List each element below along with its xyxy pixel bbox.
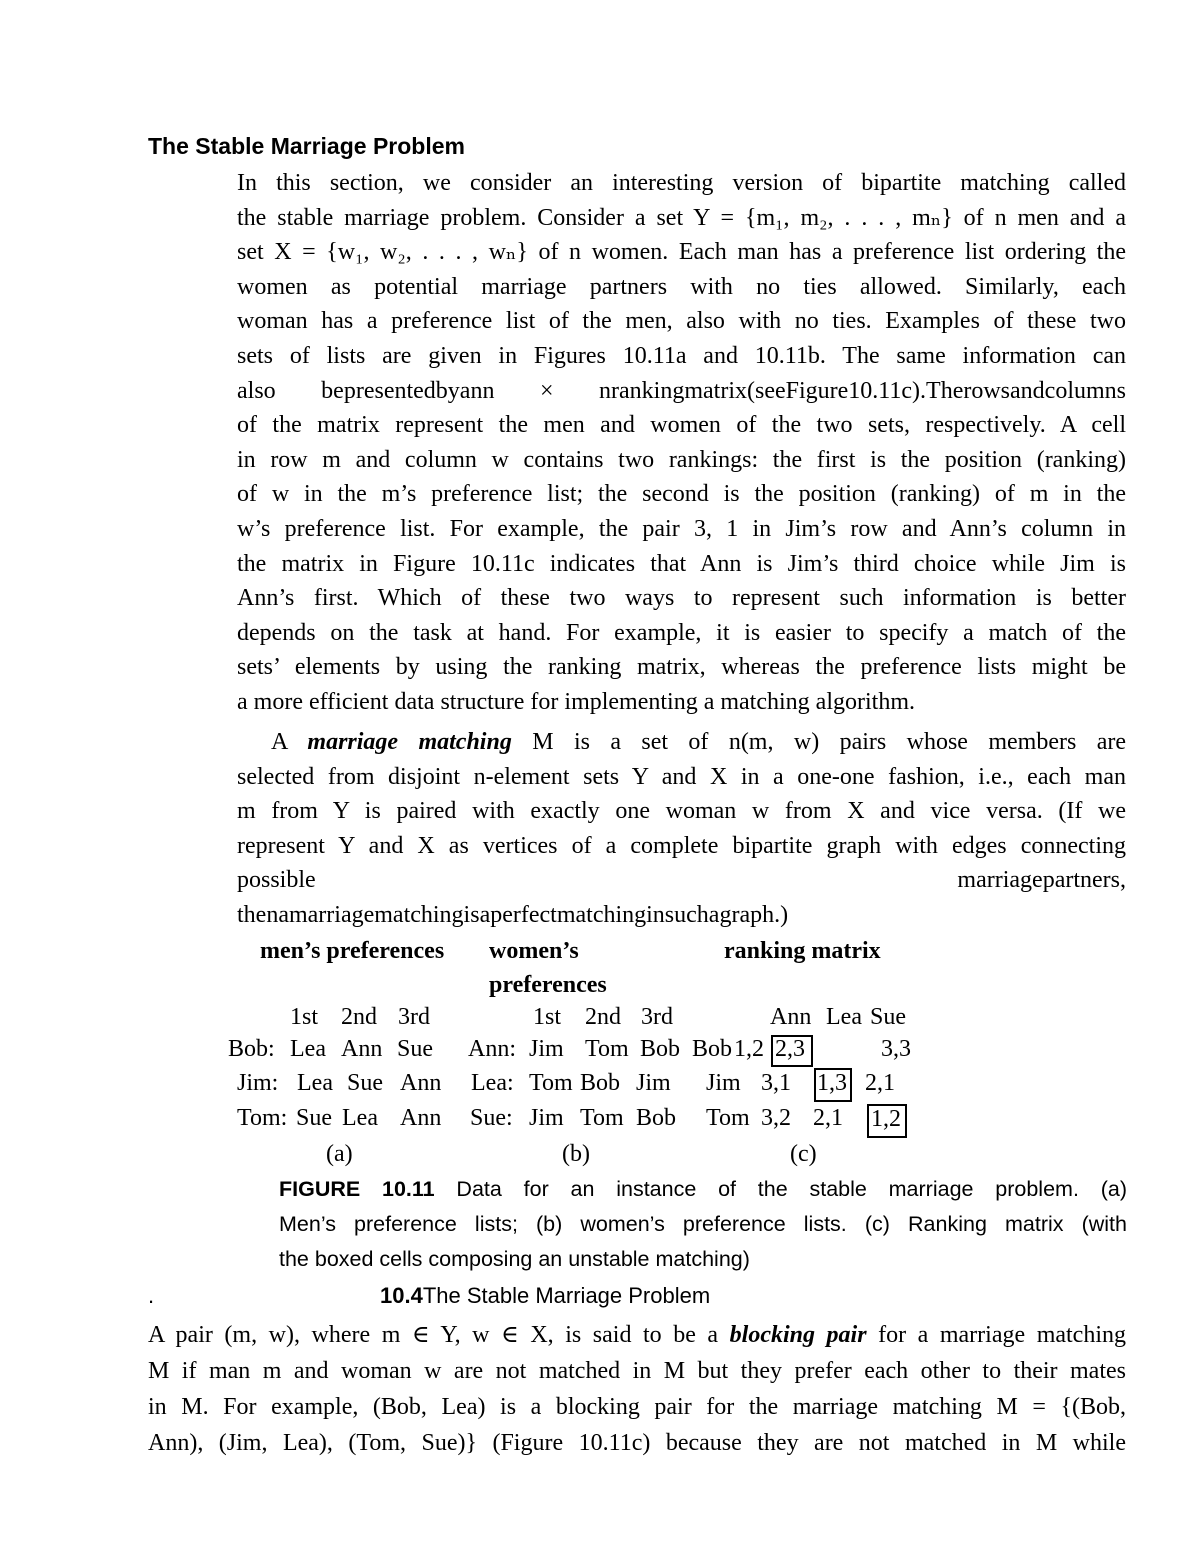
figure-caption — [279, 1172, 1127, 1277]
women-preferences-title-2: preferences — [489, 972, 607, 998]
term-blocking-pair: blocking pair — [729, 1322, 867, 1348]
text-line: m from Y is paired with exactly one woman w from X and vice versa. (If we — [237, 798, 1126, 825]
page-heading: The Stable Marriage Problem — [148, 133, 465, 159]
text-line: the matrix in Figure 10.11c indicates that Ann is Jim’s third choice while Jim is — [237, 550, 1126, 577]
women-pref: Bob — [640, 1036, 681, 1062]
women-rank-header: 3rd — [641, 1004, 673, 1030]
ranking-matrix-title: ranking matrix — [724, 938, 881, 964]
section-title: The Stable Marriage Problem — [422, 1283, 711, 1308]
caption-line: the boxed cells composing an unstable matching) — [279, 1247, 750, 1271]
text-line: sets of lists are given in Figures 10.11a and 10.11b. The same information can — [237, 342, 1126, 369]
text-line: sets’ elements by using the ranking matrix, whereas the preference lists might be — [237, 654, 1126, 681]
section-header — [380, 1283, 710, 1309]
men-pref: Lea — [297, 1070, 333, 1096]
caption-line — [279, 1172, 1127, 1207]
text-line: thenamarriagematchingisaperfectmatchinginsuchagraph.) — [237, 901, 789, 928]
paragraph-marriage-matching — [237, 725, 1126, 933]
men-row-name: Jim: — [237, 1070, 279, 1096]
women-pref: Tom — [585, 1036, 629, 1062]
text-fragment: A pair (m, w), where m ∈ Y, w ∈ X, is said to be a — [148, 1322, 730, 1348]
women-preferences-title: women’s — [489, 938, 579, 964]
text-line: M if man m and woman w are not matched in M but they prefer each other to their mates — [148, 1358, 1126, 1384]
term-marriage-matching: marriage matching — [307, 729, 512, 755]
paragraph-blocking-pair — [148, 1317, 1126, 1461]
section-number: 10.4 — [380, 1283, 423, 1308]
text-line: in row m and column w contains two rankings: the first is the position (ranking) — [237, 446, 1126, 473]
men-pref: Lea — [290, 1036, 326, 1062]
men-row-name: Tom: — [237, 1105, 288, 1131]
text-line: in M. For example, (Bob, Lea) is a blocking pair for the marriage matching M = {(Bob, — [148, 1394, 1126, 1420]
women-pref: Jim — [529, 1036, 564, 1062]
matrix-cell: 3,3 — [881, 1036, 911, 1062]
men-rank-header: 1st — [290, 1004, 319, 1030]
matrix-row-name: Bob — [692, 1036, 733, 1062]
text-line — [148, 1317, 1126, 1353]
matrix-cell: 3,2 — [761, 1105, 791, 1131]
text-line: also bepresentedbyann × nrankingmatrix(seeFigure10.11c).Therowsandcolumns — [237, 377, 1126, 404]
text-fragment: A — [271, 729, 308, 755]
men-pref: Sue — [397, 1036, 433, 1062]
text-line: depends on the task at hand. For example, it is easier to specify a match of the — [237, 619, 1126, 646]
matrix-cell: 1,2 — [871, 1106, 901, 1132]
matrix-cell: 2,1 — [865, 1070, 895, 1096]
men-pref: Sue — [347, 1070, 383, 1096]
women-rank-header: 2nd — [585, 1004, 621, 1030]
men-row-name: Bob: — [228, 1036, 275, 1062]
men-rank-header: 2nd — [341, 1004, 377, 1030]
text-line: set X = {w₁, w₂, . . . , wₙ} of n women. Each man has a preference list ordering the — [237, 239, 1126, 266]
matrix-cell: 2,1 — [813, 1105, 843, 1131]
men-pref: Sue — [296, 1105, 332, 1131]
text-line: a more efficient data structure for implementing a matching algorithm. — [237, 688, 915, 715]
matrix-row-name: Jim — [706, 1070, 741, 1096]
women-pref: Tom — [580, 1105, 624, 1131]
caption-figure-number: FIGURE 10.11 — [279, 1177, 435, 1201]
text-line: of w in the m’s preference list; the second is the position (ranking) of m in the — [237, 481, 1126, 508]
women-rank-header: 1st — [533, 1004, 562, 1030]
matrix-cell: 2,3 — [775, 1036, 805, 1062]
text-fragment: possible — [237, 867, 316, 894]
matrix-col-header: Lea — [826, 1004, 862, 1030]
men-preferences-title: men’s preferences — [260, 938, 445, 964]
paragraph-intro — [237, 166, 1126, 720]
women-row-name: Lea: — [471, 1070, 514, 1096]
women-pref: Jim — [529, 1105, 564, 1131]
subfigure-label-a: (a) — [326, 1141, 353, 1167]
men-pref: Ann — [341, 1036, 383, 1062]
text-line — [237, 725, 1126, 760]
matrix-col-header: Ann — [770, 1004, 812, 1030]
text-line: of the matrix represent the men and women of the two sets, respectively. A cell — [237, 412, 1126, 439]
matrix-row-name: Tom — [706, 1105, 750, 1131]
women-pref: Jim — [636, 1070, 671, 1096]
subfigure-label-c: (c) — [790, 1141, 817, 1167]
women-row-name: Ann: — [468, 1036, 516, 1062]
matrix-col-header: Sue — [870, 1004, 906, 1030]
text-line: selected from disjoint n-element sets Y and X in a one-one fashion, i.e., each man — [237, 763, 1126, 790]
men-pref: Lea — [342, 1105, 378, 1131]
text-line: woman has a preference list of the men, also with no ties. Examples of these two — [237, 308, 1126, 335]
text-line: represent Y and X as vertices of a complete bipartite graph with edges connecting — [237, 832, 1126, 859]
text-fragment: for a marriage matching — [866, 1322, 1126, 1348]
caption-text: Data for an instance of the stable marriage problem. (a) — [434, 1177, 1127, 1201]
text-line: In this section, we consider an interesting version of bipartite matching called — [237, 170, 1126, 196]
women-row-name: Sue: — [470, 1105, 513, 1131]
women-pref: Bob — [636, 1105, 677, 1131]
page-dot: . — [148, 1283, 155, 1308]
subfigure-label-b: (b) — [562, 1141, 590, 1167]
men-pref: Ann — [400, 1070, 442, 1096]
text-fragment: marriagepartners, — [957, 867, 1126, 894]
women-pref: Bob — [580, 1070, 621, 1096]
text-line — [237, 863, 1126, 898]
matrix-cell: 1,3 — [817, 1070, 847, 1096]
matrix-cell: 3,1 — [761, 1070, 791, 1096]
text-line: women as potential marriage partners with no ties allowed. Similarly, each — [237, 273, 1126, 300]
text-line: Ann), (Jim, Lea), (Tom, Sue)} (Figure 10.11c) because they are not matched in M while — [148, 1430, 1126, 1456]
women-pref: Tom — [529, 1070, 573, 1096]
text-line: w’s preference list. For example, the pair 3, 1 in Jim’s row and Ann’s column in — [237, 515, 1126, 542]
text-fragment: M is a set of n(m, w) pairs whose members are — [511, 729, 1126, 755]
men-pref: Ann — [400, 1105, 442, 1131]
text-line: Ann’s first. Which of these two ways to represent such information is better — [237, 585, 1126, 612]
text-line: the stable marriage problem. Consider a set Y = {m₁, m₂, . . . , mₙ} of n men and a — [237, 204, 1126, 231]
caption-line: Men’s preference lists; (b) women’s preference lists. (c) Ranking matrix (with — [279, 1212, 1127, 1236]
matrix-cell: 1,2 — [734, 1036, 764, 1062]
men-rank-header: 3rd — [398, 1004, 430, 1030]
